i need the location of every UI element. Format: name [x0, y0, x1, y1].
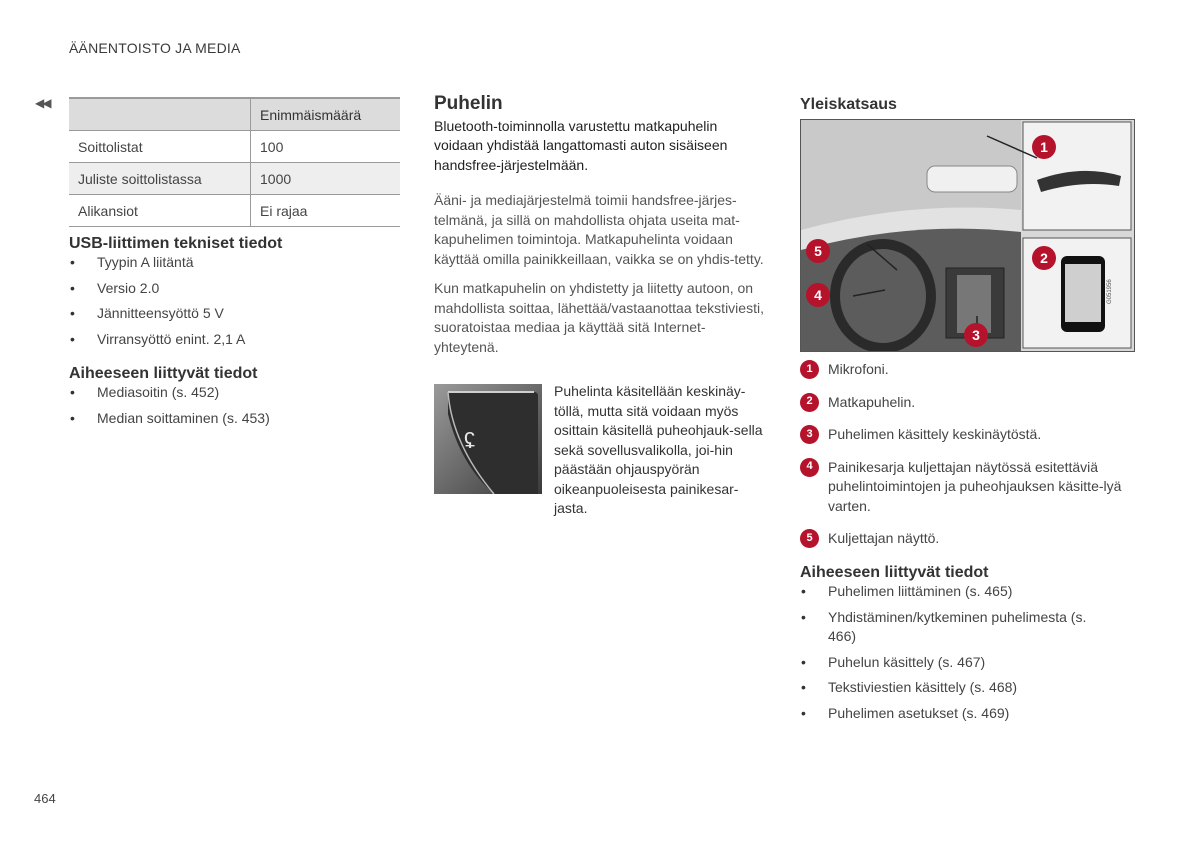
image-code: G051956 [1107, 279, 1113, 304]
table-cell-value: 100 [251, 131, 401, 163]
related-link[interactable]: • Puhelimen liittäminen (s. 465) [800, 582, 1130, 602]
table-row [69, 195, 400, 227]
table-row [69, 163, 400, 195]
legend-number: 1 [800, 360, 819, 379]
related-link[interactable]: • Median soittaminen (s. 453) [69, 406, 400, 432]
phone-paragraph-1: Ääni- ja mediajärjestelmä toimii handsfree-järjes-telmänä, ja sillä on mahdollista ohjata useita mat-kapuhelimen toimintoja. Matkapuhelinta voidaan käyttää omilla painikkeillaan, vaikka se on yhdis-tetty. [434, 192, 764, 267]
legend-text: Kuljettajan näyttö. [828, 530, 940, 546]
list-item: • Versio 2.0 [69, 276, 400, 302]
dashboard-drawing [801, 120, 1134, 351]
list-item: • Virransyöttö enint. 2,1 A [69, 327, 400, 353]
usb-spec-list [69, 250, 400, 352]
legend-item [800, 458, 1130, 517]
callout-1: 1 [1032, 135, 1056, 159]
usb-section-title: USB-liittimen tekniset tiedot [69, 235, 283, 252]
double-chevron-left-icon[interactable]: ◀◀ [35, 96, 50, 110]
callout-4: 4 [806, 283, 830, 307]
related-link[interactable]: • Yhdistäminen/kytkeminen puhelimesta (s. 466) [800, 608, 1130, 647]
related-info-right [800, 564, 1130, 729]
legend-item [800, 425, 1130, 445]
page-header-title: ÄÄNENTOISTO JA MEDIA [69, 40, 241, 56]
voice-button-illustration [434, 384, 542, 494]
related-info-left [69, 365, 400, 431]
table-cell-label: Juliste soittolistassa [69, 163, 251, 195]
voice-button-image [434, 384, 542, 494]
table-cell-value: Ei rajaa [251, 195, 401, 227]
callout-2: 2 [1032, 246, 1056, 270]
list-item: • Jännitteensyöttö 5 V [69, 301, 400, 327]
related-link[interactable]: • Mediasoitin (s. 452) [69, 380, 400, 406]
table-cell-label: Alikansiot [69, 195, 251, 227]
table-header-row [69, 98, 400, 131]
legend-text: Painikesarja kuljettajan näytössä esitettäviä puhelintoimintojen ja puheohjauksen käsitte-lyä varten. [828, 458, 1122, 514]
legend-number: 5 [800, 529, 819, 548]
legend-text: Mikrofoni. [828, 361, 889, 377]
phone-section-title: Puhelin [434, 93, 503, 114]
usb-section [69, 235, 400, 352]
phone-lead-text: Bluetooth-toiminnolla varustettu matkapuhelin voidaan yhdistää langattomasti auton sisäiseen handsfree-järjestelmään. [434, 117, 728, 173]
legend-number: 2 [800, 393, 819, 412]
related-links-list [69, 380, 400, 431]
callout-5: 5 [806, 239, 830, 263]
related-info-title: Aiheeseen liittyvät tiedot [69, 365, 258, 382]
phone-section [434, 94, 764, 357]
overview-legend [800, 360, 1130, 562]
related-links-list [800, 582, 1130, 723]
related-link[interactable]: • Tekstiviestien käsittely (s. 468) [800, 678, 1130, 698]
legend-text: Puhelimen käsittely keskinäytöstä. [828, 426, 1042, 442]
dashboard-illustration [800, 119, 1135, 352]
overview-title: Yleiskatsaus [800, 96, 897, 113]
legend-item [800, 529, 1130, 549]
voice-image-caption: Puhelinta käsitellään keskinäy-töllä, mutta sitä voidaan myös osittain käsitellä puheohjauk-sella sekä sovellusvalikolla, joi-hin päästään ohjauspyörän oikeanpuoleisesta painikesar-jasta. [554, 383, 763, 516]
legend-item [800, 393, 1130, 413]
callout-3: 3 [964, 323, 988, 347]
legend-number: 3 [800, 425, 819, 444]
related-info-title: Aiheeseen liittyvät tiedot [800, 564, 989, 581]
table-cell-value: 1000 [251, 163, 401, 195]
limits-table [69, 97, 400, 227]
table-cell-label: Soittolistat [69, 131, 251, 163]
table-header-max: Enimmäismäärä [251, 98, 401, 131]
phone-paragraph-2: Kun matkapuhelin on yhdistetty ja liitetty autoon, on mahdollista soittaa, lähettää/vastaanottaa tekstiviesti, suoratoistaa mediaa ja käyttää sitä Internet-yhteytenä. [434, 280, 764, 355]
table-header-empty [69, 98, 251, 131]
legend-number: 4 [800, 458, 819, 477]
related-link[interactable]: • Puhelun käsittely (s. 467) [800, 653, 1130, 673]
legend-item [800, 360, 1130, 380]
related-link[interactable]: • Puhelimen asetukset (s. 469) [800, 704, 1130, 724]
table-row [69, 131, 400, 163]
voice-control-icon: ʢ [464, 428, 475, 453]
list-item: • Tyypin A liitäntä [69, 250, 400, 276]
page-number: 464 [34, 791, 56, 806]
legend-text: Matkapuhelin. [828, 393, 916, 410]
